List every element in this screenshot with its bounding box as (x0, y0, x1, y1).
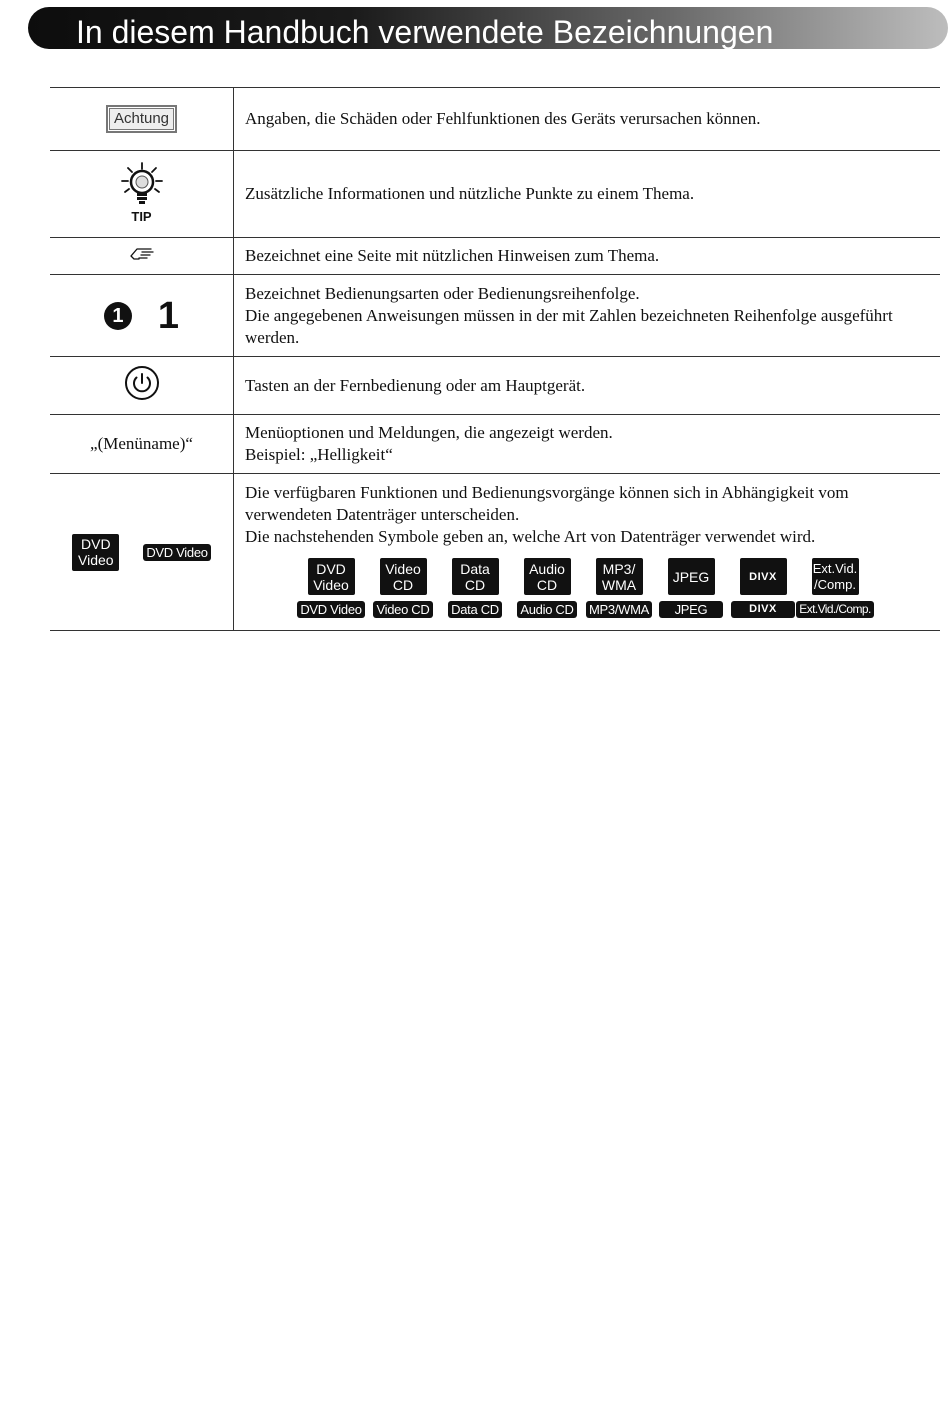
ext-vid-comp-small-icon: Ext.Vid./Comp. (796, 601, 873, 618)
media-column (655, 558, 727, 618)
mp3-wma-big-icon: MP3/ WMA (596, 558, 643, 595)
pointing-hand-icon (129, 245, 155, 267)
media-column (583, 558, 655, 618)
media-column (295, 558, 367, 618)
symbol-cell (50, 88, 234, 151)
ext-vid-comp-big-icon: Ext.Vid. /Comp. (812, 558, 859, 595)
jpeg-big-icon: JPEG (668, 558, 715, 595)
mp3-wma-small-icon: MP3/WMA (586, 601, 652, 618)
data-cd-big-icon: Data CD (452, 558, 499, 595)
dvd-video-big-icon: DVD Video (72, 534, 119, 571)
description-cell: Bezeichnet eine Seite mit nützlichen Hinweisen zum Thema. (245, 246, 660, 265)
table-row (50, 88, 940, 151)
description-cell: Tasten an der Fernbedienung oder am Hauptgerät. (245, 375, 586, 395)
step-circle-icon: 1 (104, 302, 132, 330)
video-cd-small-icon: Video CD (373, 601, 432, 618)
dvd-video-small-icon: DVD Video (297, 601, 364, 618)
symbol-cell (50, 151, 234, 238)
symbol-cell (50, 238, 234, 275)
media-description: Die verfügbaren Funktionen und Bedienungsvorgänge können sich in Abhängigkeit vom verwendeten Datenträger unterscheiden. Die nachstehenden Symbole geben an, welche Art von Datenträger verwendet wird. (245, 483, 849, 546)
media-column (439, 558, 511, 618)
media-symbol-grid (295, 558, 932, 618)
symbol-cell: „(Menüname)“ (50, 415, 234, 474)
table-row (50, 474, 940, 631)
achtung-badge: Achtung (106, 105, 177, 133)
media-column (367, 558, 439, 618)
description-cell: Angaben, die Schäden oder Fehlfunktionen des Geräts verursachen können. (245, 109, 761, 128)
table-row (50, 151, 940, 238)
table-row (50, 275, 940, 357)
legend-table (50, 87, 940, 631)
symbol-cell (50, 357, 234, 415)
symbol-cell (50, 275, 234, 357)
description-cell: Menüoptionen und Meldungen, die angezeigt werden. Beispiel: „Helligkeit“ (245, 423, 613, 464)
step-number: 1 (157, 294, 180, 337)
table-row (50, 357, 940, 415)
media-column (799, 558, 871, 618)
divx-small-icon: DIVX (731, 601, 795, 618)
jpeg-small-icon: JPEG (659, 601, 723, 618)
divx-big-icon: DIVX (740, 558, 787, 595)
description-cell: Zusätzliche Informationen und nützliche Punkte zu einem Thema. (245, 184, 695, 203)
dvd-video-small-icon: DVD Video (143, 544, 210, 561)
table-row (50, 415, 940, 474)
description-cell (234, 474, 941, 631)
table-row (50, 238, 940, 275)
dvd-video-big-icon: DVD Video (308, 558, 355, 595)
power-button-icon (124, 365, 160, 407)
audio-cd-small-icon: Audio CD (517, 601, 576, 618)
page-title: In diesem Handbuch verwendete Bezeichnungen (76, 14, 774, 50)
audio-cd-big-icon: Audio CD (524, 558, 571, 595)
symbol-cell (50, 474, 234, 631)
data-cd-small-icon: Data CD (448, 601, 502, 618)
lightbulb-icon: TIP (116, 161, 168, 223)
video-cd-big-icon: Video CD (380, 558, 427, 595)
media-column (511, 558, 583, 618)
description-cell: Bezeichnet Bedienungsarten oder Bedienungsreihenfolge. Die angegebenen Anweisungen müssen in der mit Zahlen bezeichneten Reihenfolge ausgeführt werden. (245, 283, 893, 347)
title-bar (28, 7, 948, 49)
media-column (727, 558, 799, 618)
